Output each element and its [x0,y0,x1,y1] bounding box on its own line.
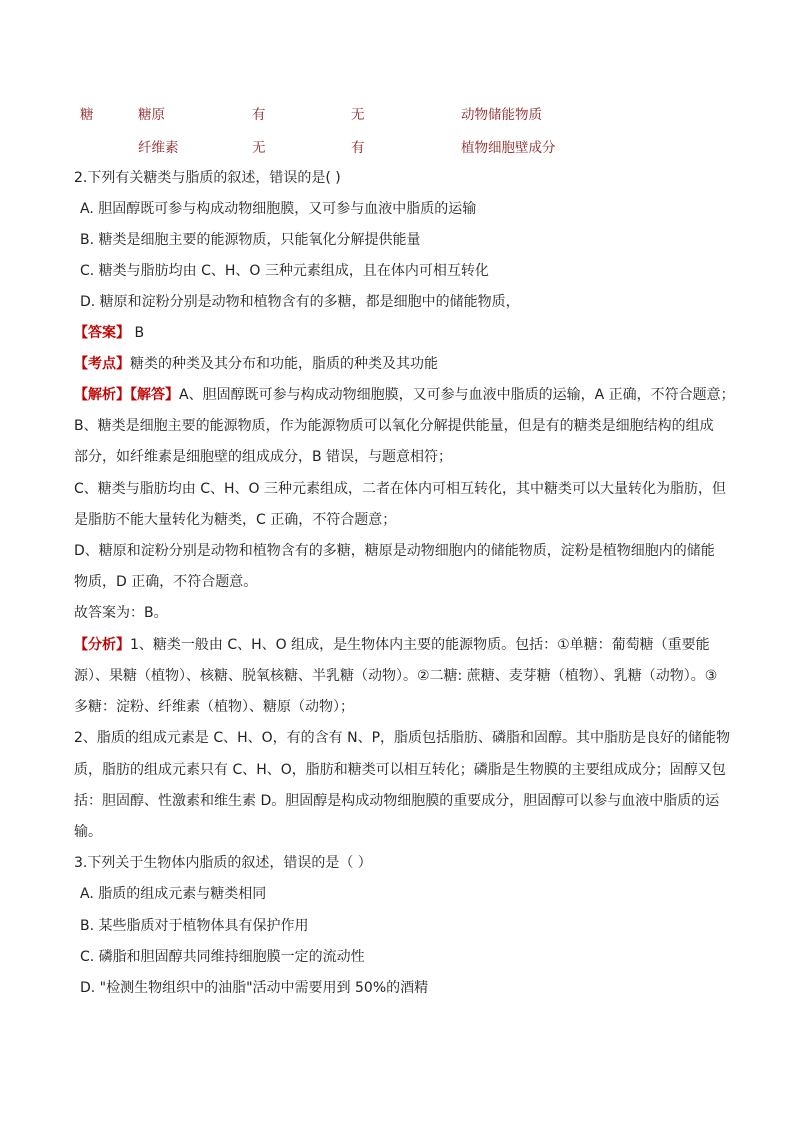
table-cell: 无 [351,107,365,123]
answer-value: B [130,325,145,341]
table-cell: 糖原 [138,107,165,123]
final-answer-line: 故答案为：B。 [74,605,168,621]
jiexi-line: 是脂肪不能大量转化为糖类，C 正确，不符合题意； [74,512,397,528]
table-cell: 植物细胞壁成分 [461,140,556,156]
kaodian-line [74,355,754,373]
fenxi-line: 2、脂质的组成元素是 C、H、O，有的含有 N、P，脂质包括脂肪、磷脂和固醇。其中脂肪是良好的储能物 [74,730,731,746]
table-cell: 有 [351,140,365,156]
table-cell: 糖 [80,107,94,123]
q2-option-a: A. 胆固醇既可参与构成动物细胞膜，又可参与血液中脂质的运输 [80,201,477,217]
jiexi-text: A、胆固醇既可参与构成动物细胞膜，又可参与血液中脂质的运输，A 正确，不符合题意； [179,387,735,403]
answer-tag: 【答案】 [74,325,130,341]
q2-option-d: D. 糖原和淀粉分别是动物和植物含有的多糖，都是细胞中的储能物质， [80,294,520,310]
fenxi-line: 质，脂肪的组成元素只有 C、H、O，脂肪和糖类可以相互转化；磷脂是生物膜的主要组成成分；固醇又包 [74,762,726,778]
table-cell: 纤维素 [138,140,179,156]
jiexi-line: 部分，如纤维素是细胞壁的组成成分，B 错误，与题意相符； [74,449,453,465]
question-3-stem: 3.下列关于生物体内脂质的叙述，错误的是（ ） [74,855,372,871]
answer-line [74,324,754,342]
q3-option-d: D. "检测生物组织中的油脂"活动中需要用到 50%的酒精 [80,980,429,996]
fenxi-line: 输。 [74,824,102,840]
table-cell: 无 [252,140,266,156]
q3-option-c: C. 磷脂和胆固醇共同维持细胞膜一定的流动性 [80,949,365,965]
fenxi-line: 多糖：淀粉、纤维素（植物）、糖原（动物）； [74,699,354,715]
fenxi-line: 源）、果糖（植物）、核糖、脱氧核糖、半乳糖（动物）。②二糖: 蔗糖、麦芽糖（植物）、乳糖（动物）。③ [74,668,718,684]
jiexi-line: 物质，D 正确，不符合题意。 [74,574,258,590]
q3-option-b: B. 某些脂质对于植物体具有保护作用 [80,918,309,934]
q2-option-c: C. 糖类与脂肪均由 C、H、O 三种元素组成，且在体内可相互转化 [80,263,489,279]
jiexi-tag: 【解析】【解答】 [74,387,179,403]
table-cell: 有 [252,107,266,123]
jiexi-line: B、糖类是细胞主要的能源物质，作为能源物质可以氧化分解提供能量，但是有的糖类是细胞结构的组成 [74,418,714,434]
q2-option-b: B. 糖类是细胞主要的能源物质，只能氧化分解提供能量 [80,232,421,248]
fenxi-line: 括：胆固醇、性激素和维生素 D。胆固醇是构成动物细胞膜的重要成分，胆固醇可以参与血液中脂质的运 [74,793,720,809]
jiexi-line: C、糖类与脂肪均由 C、H、O 三种元素组成，二者在体内可相互转化，其中糖类可以大量转化为脂肪，但 [74,481,726,497]
jiexi-line [74,386,754,404]
kaodian-tag: 【考点】 [74,356,130,372]
q3-option-a: A. 脂质的组成元素与糖类相同 [80,886,267,902]
question-2-stem: 2.下列有关糖类与脂质的叙述，错误的是( ) [74,170,341,186]
fenxi-text: 1、糖类一般由 C、H、O 组成，是生物体内主要的能源物质。包括：①单糖：葡萄糖（重要能 [130,637,710,653]
table-cell: 动物储能物质 [461,107,542,123]
jiexi-line: D、糖原和淀粉分别是动物和植物含有的多糖，糖原是动物细胞内的储能物质，淀粉是植物细胞内的储能 [74,543,715,559]
fenxi-line [74,636,754,654]
kaodian-text: 糖类的种类及其分布和功能，脂质的种类及其功能 [130,356,438,372]
fenxi-tag: 【分析】 [74,637,130,653]
